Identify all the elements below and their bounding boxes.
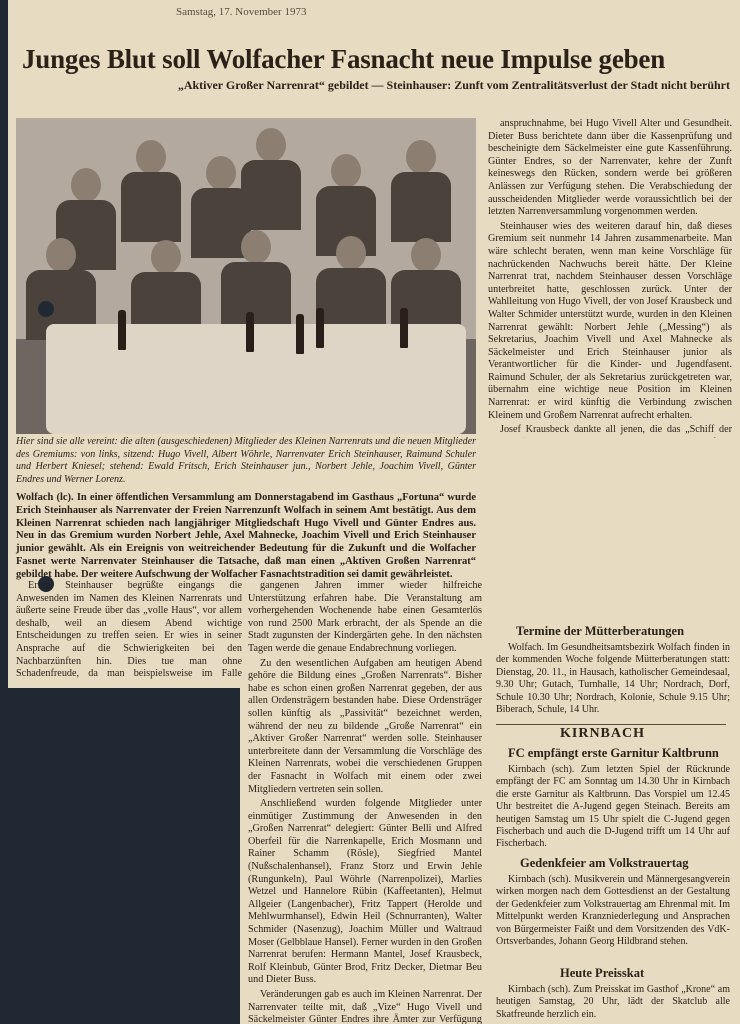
- standing-person: [391, 140, 451, 242]
- preisskat-text: [496, 984, 730, 1022]
- paragraph: Josef Krausbeck dankte all jenen, die das „Schiff der: [500, 424, 732, 436]
- bottle: [400, 308, 408, 348]
- paragraph: Veränderungen gab es auch im Kleinen Narrenrat. Der Narrenvater teilte mit, daß „Vize“ Hugo Vivell und Säckelmeister Günter Endres ihre Ämter zur Verfügung: [248, 989, 482, 1024]
- seated-person: [221, 230, 291, 332]
- article-column-3: [488, 118, 732, 438]
- standing-person: [241, 128, 301, 230]
- article-column-2: [248, 580, 482, 1024]
- paragraph: Kirnbach (sch). Zum letzten Spiel der Rückrunde empfängt der FC am Sonntag um 14.30 Uhr in Kirnbach die erste Garnitur als Kaltbrunn. Das Vorspiel um 12.45 Uhr bestreitet die A-Jugend gegen Steinach. Bereits am heutigen Samstag um 15 Uhr spielt die C-Jugend gegen Fischerbach und auch die D-Jugend trifft um 14 Uhr auf Fischerbach.: [496, 764, 730, 850]
- headline: Junges Blut soll Wolfacher Fasnacht neue Impulse geben: [22, 44, 666, 74]
- standing-person: [121, 140, 181, 242]
- gedenkfeier-heading: Gedenkfeier am Volkstrauertag: [520, 856, 689, 870]
- paragraph: Zu den wesentlichen Aufgaben am heutigen Abend gehöre die Bildung eines „Großen Narrenrats“. Bisher habe es schon einen großen Narrenrat gegeben, der aus allen Ordensträgern bestanden habe. Diese Ordensträger sollen künftig als „Passivität“ bezeichnet werden, während der neu zu bildende „Große Narrenrat“ ein „Aktiver Großer Narrenrat“ werden solle. Steinhauser unterbreitete dann der Versammlung die Vorschläge des Kleinen Narrenrats, wobei die verschiedenen Gruppen der Fasnacht in Wolfach mit einem oder zwei Mitgliedern vertreten sein sollen.: [248, 657, 482, 795]
- photo-caption: Hier sind sie alle vereint: die alten (ausgeschiedenen) Mitglieder des Kleinen Narrenrats und die neuen Mitglieder des Gremiums: von links, sitzend: Hugo Vivell, Albert Wöhrle, Narrenvater Erich Steinhauser, Raimund Schuler und Herbert Kniesel; stehend: Ewald Fritsch, Erich Steinhauser jun., Norbert Jehle, Joachim Vivell, Günter Endres und Werner Lorenz.: [16, 436, 476, 485]
- paragraph: anspruchnahme, bei Hugo Vivell Alter und Gesundheit. Dieter Buss berichtete dann über die Kassenprüfung und bescheinigte dem Säckelmeister eine gute Kassenführung. Günter Endres, so der Narrenvater, kehre der Zunft keineswegs den Rücken, sondern werde bei größeren Anlässen zur Verfügung stehen. Die Verabschiedung der ausscheidenden Mitglieder werde voraussichtlich bei der letzten Narrenversammlung vorgenommen werden.: [488, 118, 732, 218]
- paragraph: Kirnbach (sch). Musikverein und Männergesangverein wirken morgen nach dem Gottesdienst an der Gestaltung der Gedenkfeier zum Volkstrauertag am Ehrenmal mit. Im Mittelpunkt werden Kranzniederlegung und Ansprachen von Bürgermeister Faißt und dem Vorsitzenden des VdK-Ortsverbandes, Johann Georg Hildbrand stehen.: [496, 874, 730, 948]
- paragraph: Kirnbach (sch). Zum Preisskat im Gasthof „Krone“ am heutigen Samstag, 20 Uhr, lädt der Skatclub alle Skatfreunde herzlich ein.: [496, 984, 730, 1020]
- gedenkfeier-text: [496, 874, 730, 962]
- paragraph: Anschließend wurden folgende Mitglieder unter einmütiger Zustimmung der Anwesenden in den „Großen Narrenrat“ delegiert: Günter Belli und Alfred Oberfeil für die Narrenkapelle, Erich Mosmann und Rainer Schamm (Rösle), Siegfried Mantel (Nußschalenhansel), Franz Storz und Erwin Jehle (Rungunkeln), Paul Wöhrle (Narrenpolizei), Marlies Wetzel und Hannelore Rübin (Kaffeetanten), Helmut Allgeier (Langenbacher), Fritz Tappert (Herolde und Mehlwurmhansel), Edwin Heil (Schnurranten), Walter Schmider (Nasenzug), Joachim Müller und Waltraud Moser (Gelbblaue Hansel). Ferner wurden in den Großen Narrenrat berufen: Hermann Mantel, Josef Krausbeck, Rolf Kleinbub, Günter Brod, Fritz Decker, Dietmar Beu und Dieter Buss.: [248, 798, 482, 986]
- paragraph: Wolfach. Im Gesundheitsamtsbezirk Wolfach finden in der kommenden Woche folgende Mütterberatungen statt: Dienstag, 20. 11., in Hausach, katholischer Gemeindesaal, 9.30 Uhr; Gutach, Turnhalle, 14 Uhr; Nordrach, Dorf, Schule 10.30 Uhr; Nordrach, Kolonie, Schule 9.15 Uhr; Biberach, Schule, 14 Uhr.: [496, 642, 730, 716]
- seated-person: [316, 236, 386, 338]
- paragraph: Erich Steinhauser begrüßte eingangs die Anwesenden im Namen des Kleinen Narrenrats und äußerte seine Freude über das „volle Haus“, vor allem deshalb, weil an diesem Abend wichtige Entscheidungen zu treffen seien. Er wies in seiner Ansprache auf die Schwierigkeiten bei den Nachbarzünften hin. Dies tue man ohne Schadenfreude, da man beispielsweise im Falle: [16, 580, 242, 680]
- fc-heading: FC empfängt erste Garnitur Kaltbrunn: [508, 746, 719, 760]
- article-column-1: [16, 580, 242, 680]
- divider: [496, 724, 726, 725]
- bottle: [118, 310, 126, 350]
- bottle: [246, 312, 254, 352]
- dateline: Samstag, 17. November 1973: [176, 6, 307, 18]
- fc-text: [496, 764, 730, 852]
- subheadline: „Aktiver Großer Narrenrat“ gebildet — Steinhauser: Zunft vom Zentralitätsverlust der Stadt nicht berührt: [177, 78, 730, 92]
- bottle: [296, 314, 304, 354]
- group-photo: [16, 118, 476, 434]
- paragraph: Steinhauser wies des weiteren darauf hin, daß dieses Gremium seit nunmehr 14 Jahren zusammenarbeite. Man wäre schlecht beraten, wenn man keine Vorschläge für nachrückenden Nachwuchs bereit hätte. Der Kleine Narrenrat trat, nachdem Steinhauser dessen Vorschläge unterbreitet hatte, geschlossen zurück. Unter der Wahlleitung von Hugo Vivell, der von Josef Krausbeck und Walter Schmider unterstützt wurde, wurden in den Kleinen Narrenrat gewählt: Norbert Jehle („Messing“) als Sekretarius, Joachim Vivell und Axel Mahnecke als Säckelmeister und Erich Steinhauser junior als Verantwortlicher für die Kinder- und Jugendfasent. Raimund Schuler, der als Sekretarius zurückgetreten war, übernahm eine wichtige neue Position im Kleinen Narrenrat: er wird künftig die Verbindung zwischen Kleinem und Großem Narrenrat aufrecht erhalten.: [488, 220, 732, 421]
- lead-paragraph: Wolfach (lc). In einer öffentlichen Versammlung am Donnerstagabend im Gasthaus „Fortuna“ wurde Erich Steinhauser als Narrenvater der Freien Narrenzunft Wolfach in seinem Amt bestätigt. Aus dem Kleinen Narrenrat schieden nach langjähriger Mitgliedschaft Hugo Vivell und Günter Endres aus. Neu in das Gremium wurden Norbert Jehle, Axel Mahnecke, Joachim Vivell und Erich Steinhauser junior gewählt. Als ein Ereignis von weitreichender Bedeutung für die Zukunft und die Wolfacher Fasnet werte Narrenvater Steinhauser die Tatsache, daß man einen „Aktiven Großen Narrenrat“ gebildet habe. Der weitere Aufschwung der Wolfacher Fasnachtstradition sei damit gewährleistet.: [16, 492, 476, 580]
- punch-hole: [38, 301, 54, 317]
- paragraph: gangenen Jahren immer wieder hilfreiche Unterstützung erfahren habe. Die Veranstaltung am vorhergehenden Wochenende habe einen Gesamterlös von rund 2500 Mark erbracht, der als Spende an die Stadt zugunsten der Kindergärten gehe. In den nächsten Tagen werde die genaue Endabrechnung vorliegen.: [248, 580, 482, 654]
- muetterberatung-heading: Termine der Mütterberatungen: [516, 624, 685, 638]
- muetterberatung-text: [496, 642, 730, 718]
- bottle: [316, 308, 324, 348]
- preisskat-heading: Heute Preisskat: [560, 966, 645, 980]
- kirnbach-heading: KIRNBACH: [560, 726, 646, 741]
